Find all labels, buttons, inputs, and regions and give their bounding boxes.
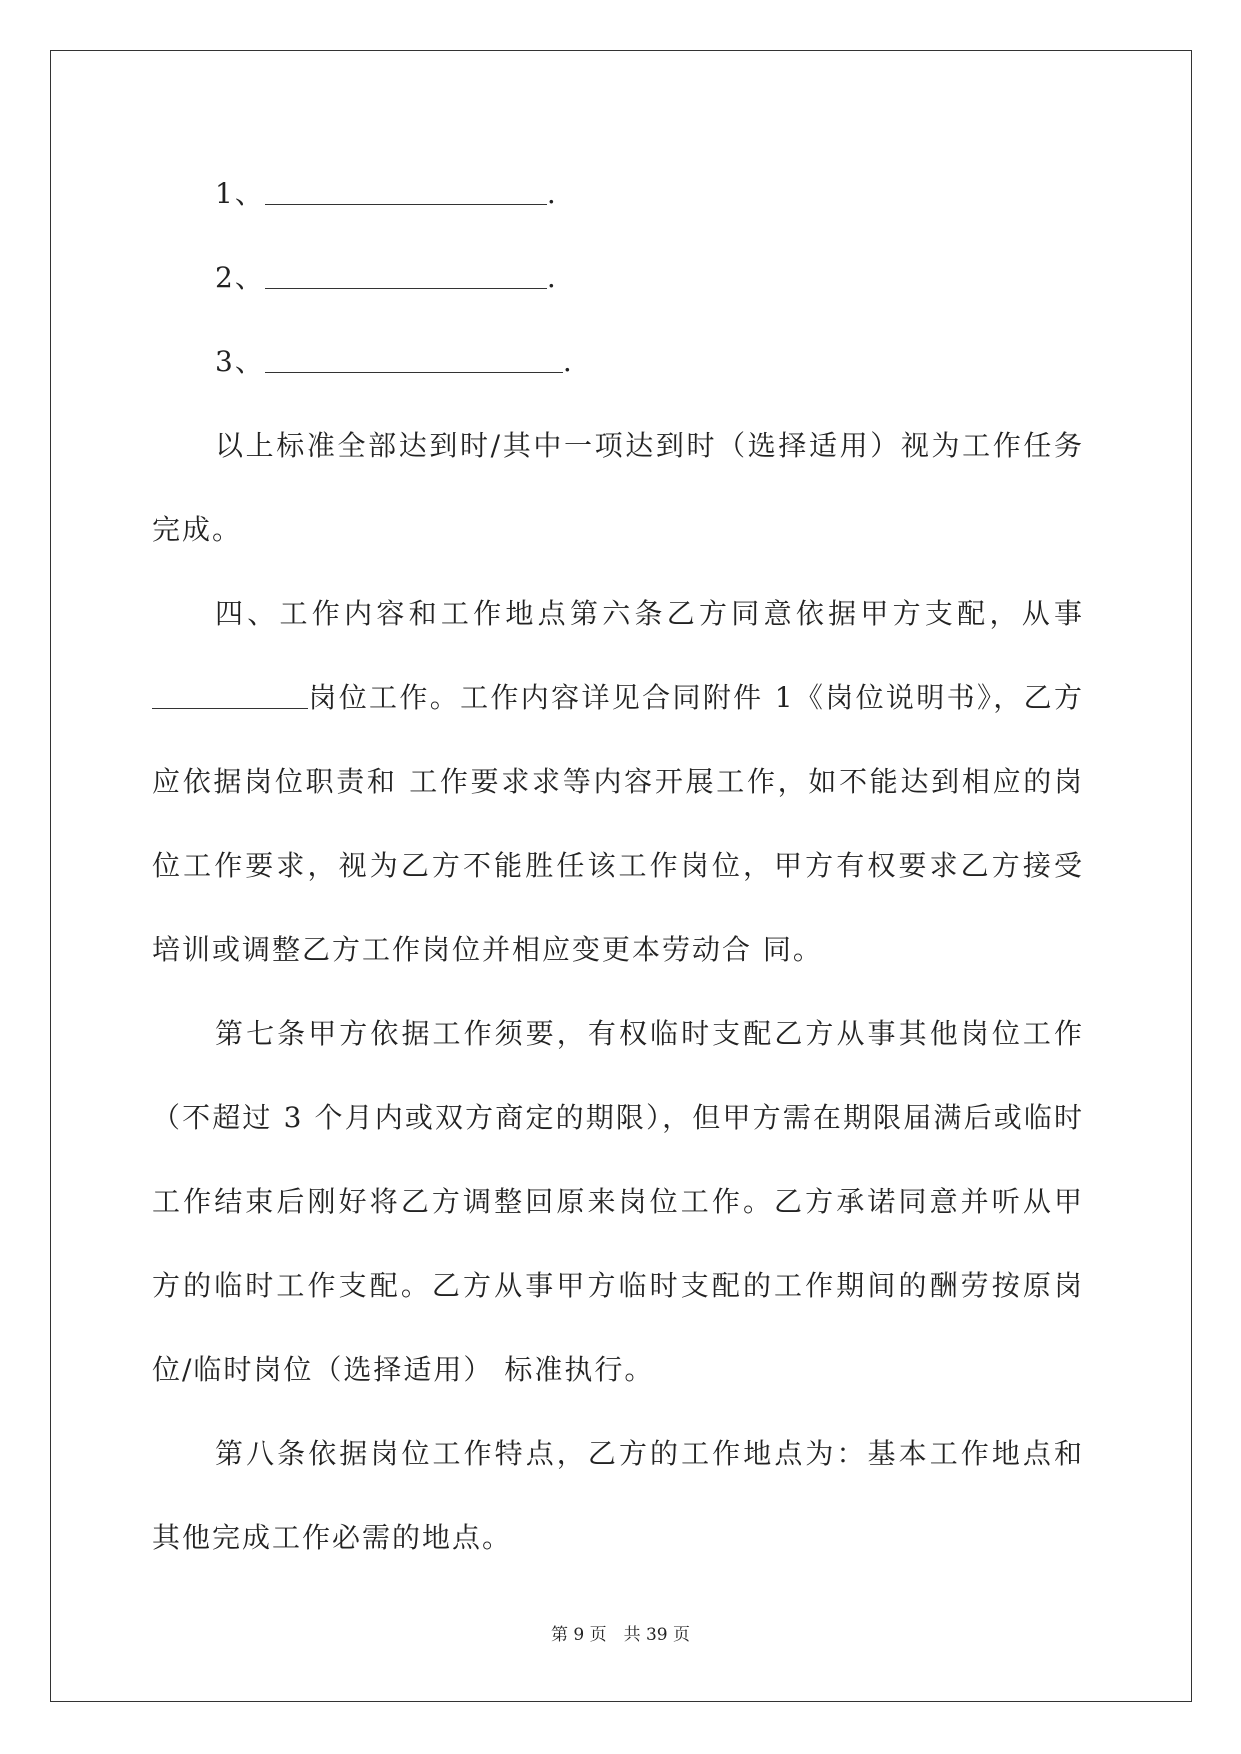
paragraph-article-seven-line: 第七条甲方依据工作须要，有权临时支配乙方从事其他岗位工作: [215, 1017, 1084, 1050]
blank-item-number: 1、: [215, 177, 265, 210]
paragraph-section-four-line: 应依据岗位职责和 工作要求求等内容开展工作，如不能达到相应的岗: [152, 765, 1084, 798]
paragraph-standard-line: 以上标准全部达到时/其中一项达到时（选择适用）视为工作任务: [215, 429, 1084, 462]
paragraph-section-four-line: 培训或调整乙方工作岗位并相应变更本劳动合 同。: [152, 933, 823, 966]
paragraph-article-seven-line: 方的临时工作支配。乙方从事甲方临时支配的工作期间的酬劳按原岗: [152, 1269, 1084, 1302]
blank-item-period: .: [546, 177, 558, 210]
blank-item-number: 2、: [215, 261, 265, 294]
document-body: [152, 152, 1084, 1580]
fill-in-blank: [265, 262, 547, 289]
blank-item-period: .: [562, 345, 574, 378]
fill-in-blank: [265, 346, 563, 373]
paragraph-text: 岗位工作。工作内容详见合同附件 1《岗位说明书》，乙方: [308, 681, 1084, 714]
blank-item-2: [152, 236, 1084, 320]
paragraph-article-eight-line: 其他完成工作必需的地点。: [152, 1521, 513, 1554]
paragraph-standard-line: 完成。: [152, 513, 243, 546]
paragraph-article-seven-line: （不超过 3 个月内或双方商定的期限），但甲方需在期限届满后或临时: [152, 1101, 1084, 1134]
blank-item-1: [152, 152, 1084, 236]
paragraph-section-four-line: 四、工作内容和工作地点第六条乙方同意依据甲方支配，从事: [215, 597, 1084, 630]
blank-item-3: [152, 320, 1084, 404]
paragraph-section-four-line: 位工作要求，视为乙方不能胜任该工作岗位，甲方有权要求乙方接受: [152, 849, 1084, 882]
blank-item-period: .: [546, 261, 558, 294]
paragraph-article-seven-line: 位/临时岗位（选择适用） 标准执行。: [152, 1353, 655, 1386]
blank-item-number: 3、: [215, 345, 265, 378]
paragraph-article-seven-line: 工作结束后刚好将乙方调整回原来岗位工作。乙方承诺同意并听从甲: [152, 1185, 1084, 1218]
fill-in-blank: [265, 178, 547, 205]
fill-in-blank: [152, 682, 308, 709]
paragraph-section-four-line: [152, 656, 1084, 740]
paragraph-article-eight-line: 第八条依据岗位工作特点，乙方的工作地点为：基本工作地点和: [215, 1437, 1084, 1470]
page-number-footer: 第 9 页 共 39 页: [550, 1625, 691, 1645]
